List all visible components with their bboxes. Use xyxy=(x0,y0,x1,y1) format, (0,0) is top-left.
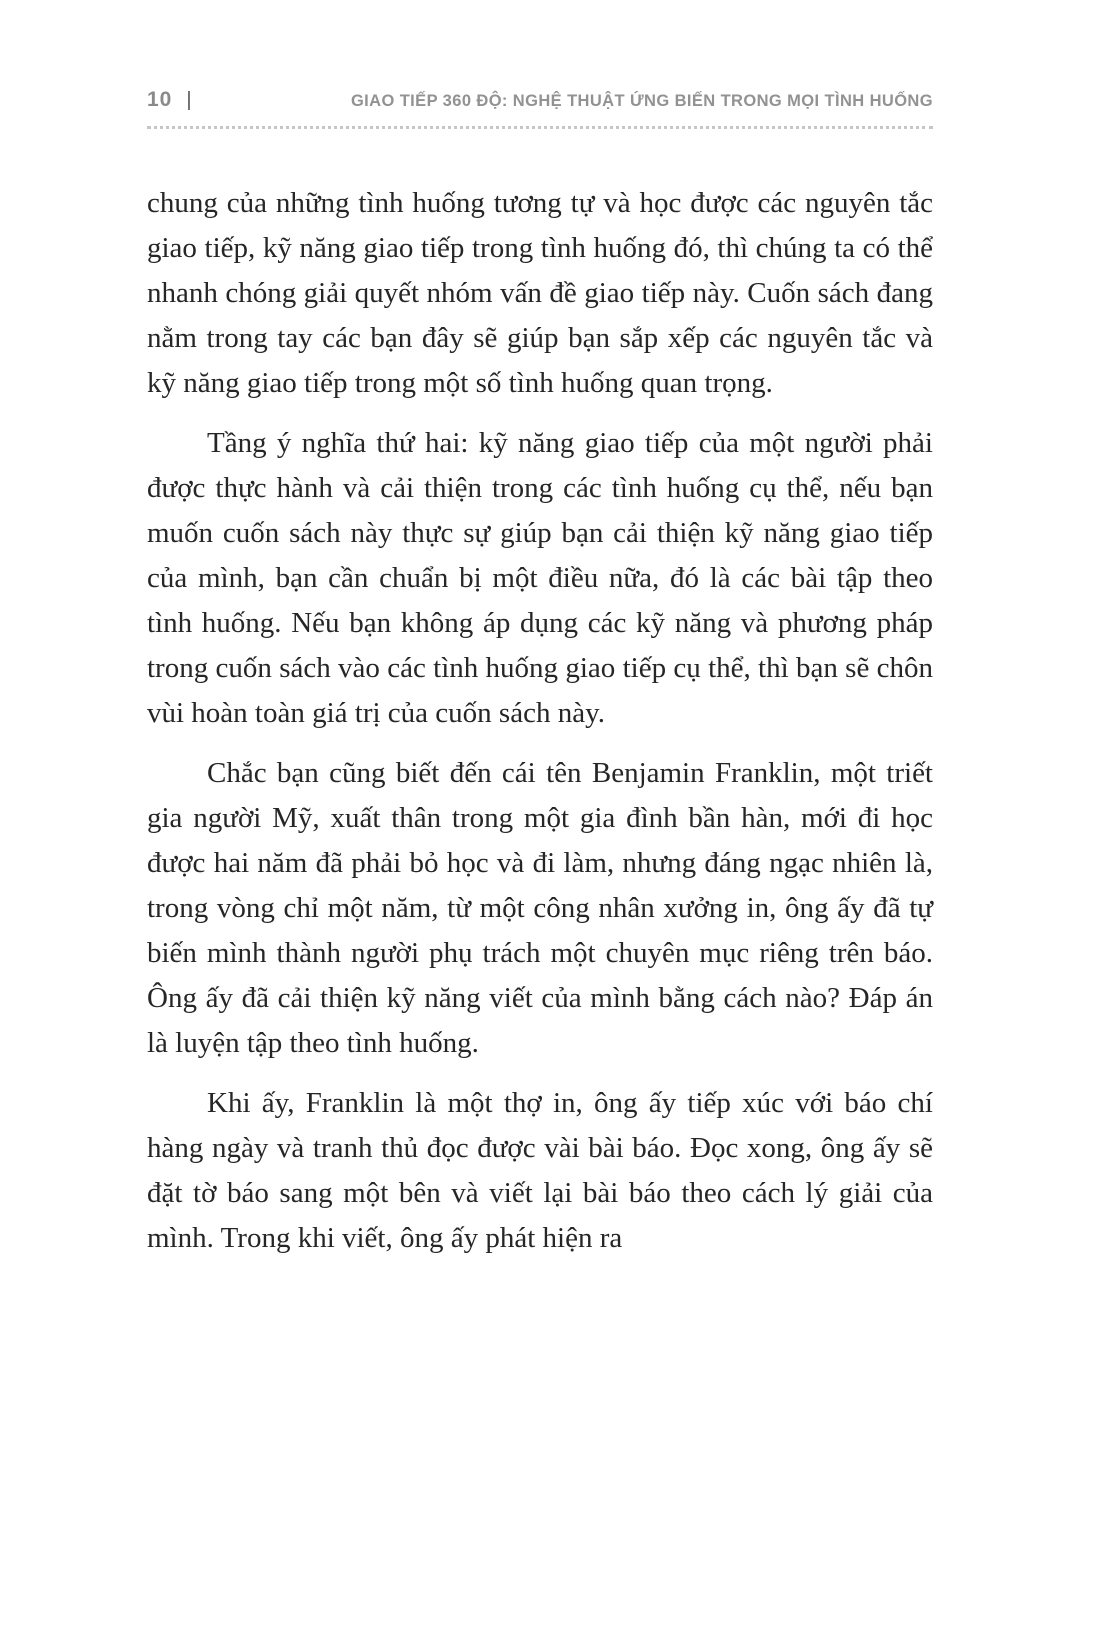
header-dotted-rule xyxy=(147,126,933,129)
paragraph: Chắc bạn cũng biết đến cái tên Benjamin Franklin, một triết gia người Mỹ, xuất thân trong một gia đình bần hàn, mới đi học được hai năm đã phải bỏ học và đi làm, nhưng đáng ngạc nhiên là, trong vòng chỉ một năm, từ một công nhân xưởng in, ông ấy đã tự biến mình thành người phụ trách một chuyên mục riêng trên báo. Ông ấy đã cải thiện kỹ năng viết của mình bằng cách nào? Đáp án là luyện tập theo tình huống. xyxy=(147,757,933,1059)
page-number: 10 xyxy=(147,88,173,111)
header-separator-bar: | xyxy=(186,89,192,111)
paragraph: chung của những tình huống tương tự và học được các nguyên tắc giao tiếp, kỹ năng giao tiếp trong tình huống đó, thì chúng ta có thể nhanh chóng giải quyết nhóm vấn đề giao tiếp này. Cuốn sách đang nằm trong tay các bạn đây sẽ giúp bạn sắp xếp các nguyên tắc và kỹ năng giao tiếp trong một số tình huống quan trọng. xyxy=(147,187,933,399)
page-body xyxy=(147,181,933,1261)
page-number-group xyxy=(147,88,192,112)
page-header xyxy=(147,88,933,112)
paragraph: Khi ấy, Franklin là một thợ in, ông ấy tiếp xúc với báo chí hàng ngày và tranh thủ đọc được vài bài báo. Đọc xong, ông ấy sẽ đặt tờ báo sang một bên và viết lại bài báo theo cách lý giải của mình. Trong khi viết, ông ấy phát hiện ra xyxy=(147,1087,933,1254)
paragraph: Tầng ý nghĩa thứ hai: kỹ năng giao tiếp của một người phải được thực hành và cải thiện trong các tình huống cụ thể, nếu bạn muốn cuốn sách này thực sự giúp bạn cải thiện kỹ năng giao tiếp của mình, bạn cần chuẩn bị một điều nữa, đó là các bài tập theo tình huống. Nếu bạn không áp dụng các kỹ năng và phương pháp trong cuốn sách vào các tình huống giao tiếp cụ thể, thì bạn sẽ chôn vùi hoàn toàn giá trị của cuốn sách này. xyxy=(147,427,933,729)
running-title: GIAO TIẾP 360 ĐỘ: NGHỆ THUẬT ỨNG BIẾN TRONG MỌI TÌNH HUỐNG xyxy=(350,92,933,110)
